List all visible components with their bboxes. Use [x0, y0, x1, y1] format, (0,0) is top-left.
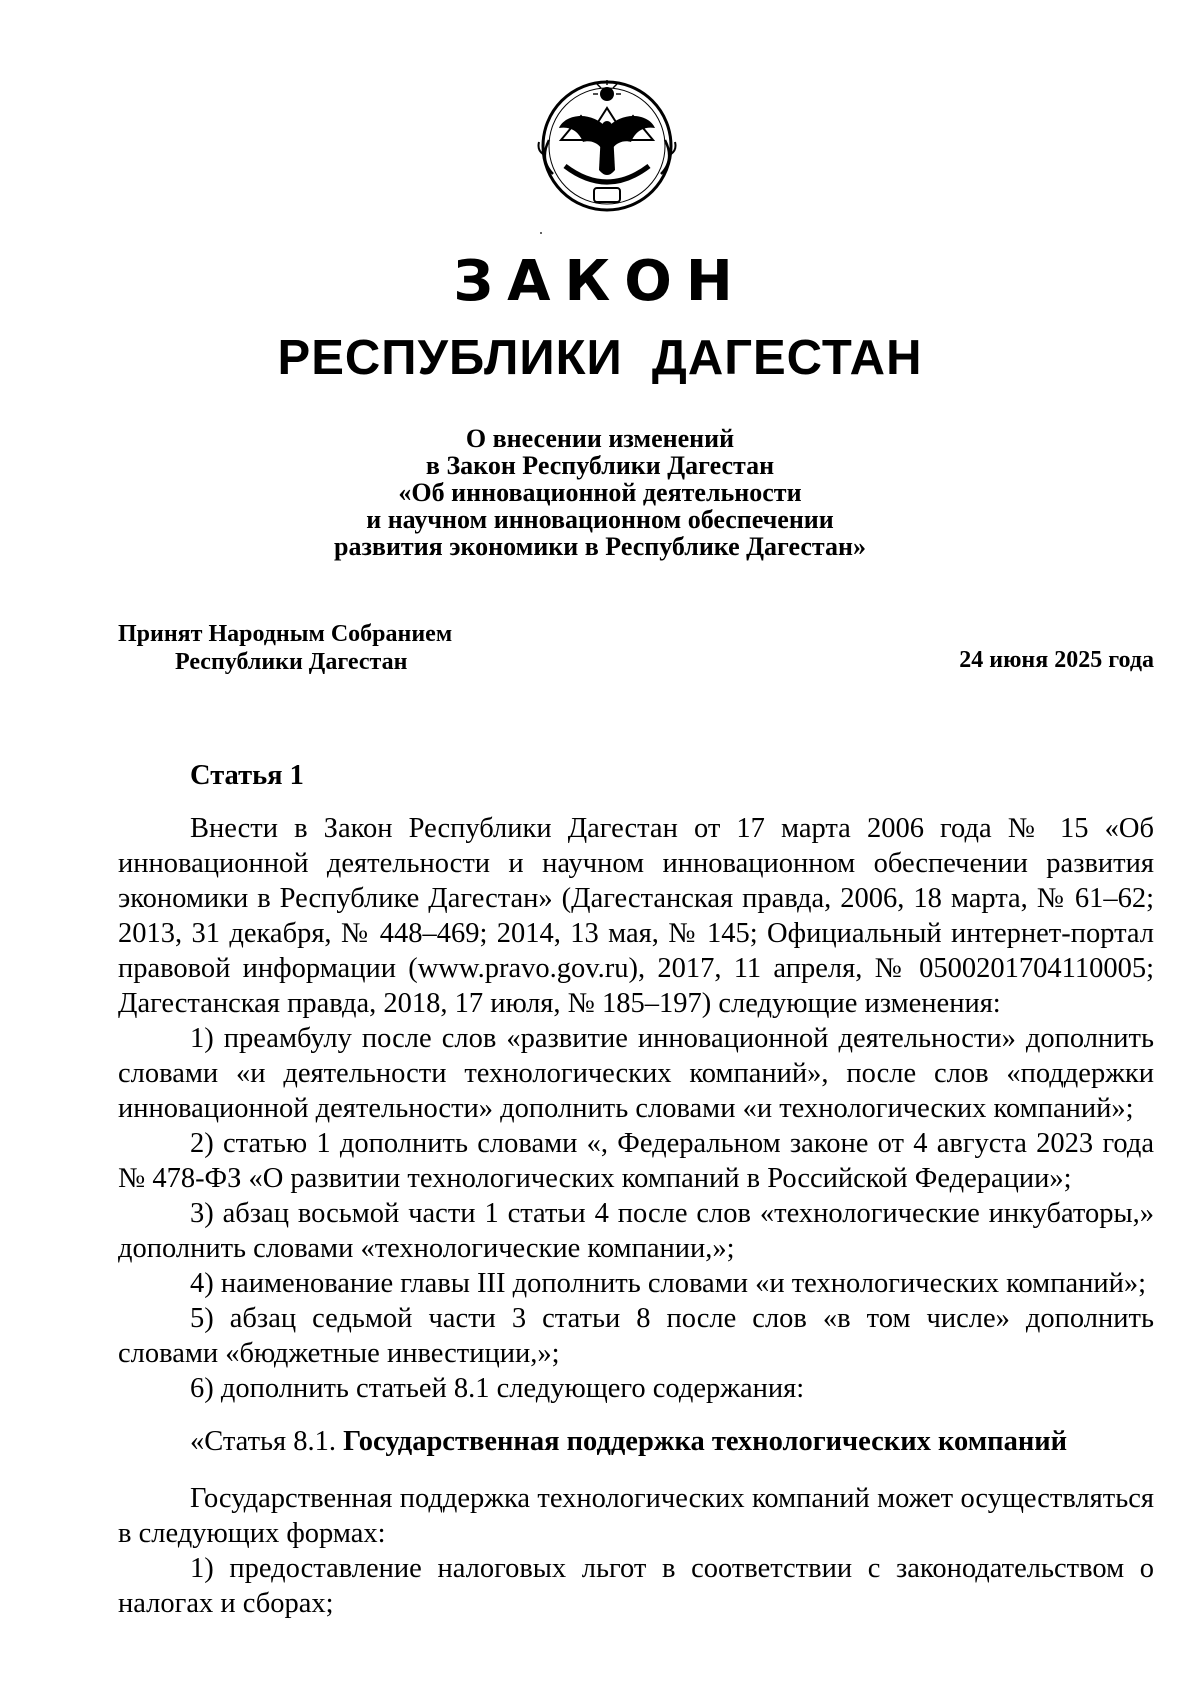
- law-name-line: развития экономики в Республике Дагестан»: [334, 532, 866, 561]
- adoption-date: 24 июня 2025 года: [959, 647, 1154, 673]
- article-8-1-heading: [118, 1424, 1154, 1459]
- body-paragraph: 2) статью 1 дополнить словами «, Федеральном законе от 4 августа 2023 года № 478-ФЗ «О развитии технологических компаний в Российской Федерации»;: [118, 1128, 1154, 1194]
- law-title: ЗАКОН: [453, 249, 747, 314]
- article-8-1-prefix: «Статья 8.1.: [190, 1426, 337, 1457]
- body-paragraph: 4) наименование главы III дополнить словами «и технологических компаний»;: [190, 1268, 1147, 1299]
- law-name-line: О внесении изменений: [465, 424, 735, 453]
- adoption-line: Принят Народным Собранием: [118, 621, 453, 647]
- adoption-statement: [118, 620, 518, 676]
- coat-of-arms-emblem: [531, 70, 683, 222]
- law-name-line: в Закон Республики Дагестан: [425, 451, 775, 480]
- body-paragraph: 3) абзац восьмой части 1 статьи 4 после слов «технологические инкубаторы,» дополнить словами «технологические компании,»;: [118, 1198, 1154, 1264]
- law-body: [118, 758, 1154, 1621]
- law-name: [0, 425, 1200, 560]
- body-paragraph: 5) абзац седьмой части 3 статьи 8 после слов «в том числе» дополнить словами «бюджетные инвестиции,»;: [118, 1303, 1154, 1369]
- law-name-line: «Об инновационной деятельности: [398, 478, 802, 507]
- body-paragraph: Внести в Закон Республики Дагестан от 17 марта 2006 года № 15 «Об инновационной деятельности и научном инновационном обеспечении развития экономики в Республике Дагестан» (Дагестанская правда, 2006, 18 марта, № 61–62; 2013, 31 декабря, № 448–469; 2014, 13 мая, № 145; Официальный интернет-портал правовой информации (www.pravo.gov.ru), 2017, 11 апреля, № 0500201704110005; Дагестанская правда, 2018, 17 июля, № 185–197) следующие изменения:: [118, 813, 1154, 1019]
- body-paragraph: Государственная поддержка технологических компаний может осуществляться в следующих формах:: [118, 1483, 1154, 1549]
- body-paragraph: 6) дополнить статьей 8.1 следующего содержания:: [190, 1373, 805, 1404]
- law-subtitle: РЕСПУБЛИКИ ДАГЕСТАН: [277, 331, 923, 385]
- body-paragraph: 1) преамбулу после слов «развитие инновационной деятельности» дополнить словами «и деятельности технологических компаний», после слов «поддержки инновационной деятельности» дополнить словами «и технологических компаний»;: [118, 1023, 1154, 1124]
- adoption-line: Республики Дагестан: [175, 649, 408, 675]
- article-heading: Статья 1: [190, 760, 304, 791]
- article-8-1-title: Государственная поддержка технологических компаний: [343, 1426, 1068, 1457]
- law-name-line: и научном инновационном обеспечении: [366, 505, 834, 534]
- body-paragraph: 1) предоставление налоговых льгот в соответствии с законодательством о налогах и сборах;: [118, 1553, 1154, 1619]
